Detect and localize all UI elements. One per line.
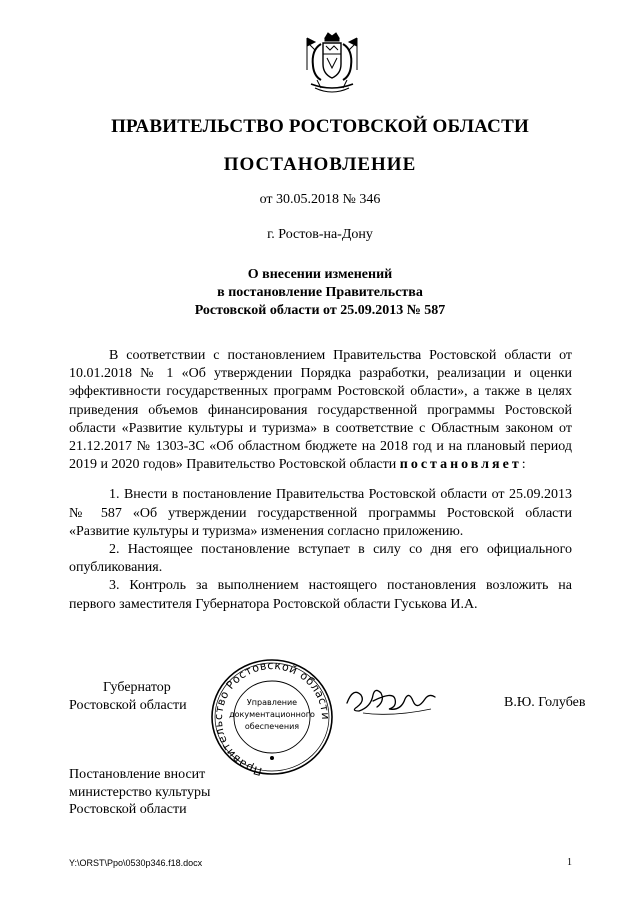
position-line-2: Ростовской области: [69, 698, 187, 713]
position-line-1: Губернатор: [103, 680, 171, 695]
note-line-2: министерство культуры: [69, 784, 211, 800]
government-title: ПРАВИТЕЛЬСТВО РОСТОВСКОЙ ОБЛАСТИ: [111, 116, 529, 137]
signatory-position: [69, 679, 187, 715]
file-path: Y:\ORST\Ppo\0530p346.f18.docx: [69, 858, 203, 868]
seal-star-icon: [270, 756, 274, 760]
subject-line-1: О внесении изменений: [247, 267, 393, 282]
subject-line-3: Ростовской области от 25.09.2013 № 587: [194, 303, 446, 318]
document-type: ПОСТАНОВЛЕНИЕ: [223, 154, 417, 175]
subject-line-2: в постановление Правительства: [217, 285, 423, 300]
handwritten-signature: [343, 681, 439, 721]
item-1: 1. Внести в постановление Правительства Ростовской области от 25.09.2013 № 587 «Об утверждении государственной программы Ростовской области «Развитие культуры и туризма» изменения согласно приложению.: [69, 487, 572, 539]
document-body: [69, 347, 572, 614]
preamble-text: В соответствии с постановлением Правительства Ростовской области от 10.01.2018 № 1 «Об утверждении Порядка разработки, реализации и оценки эффективности государственных программ Ростовской области», а также в целях приведения объемов финансирования государственной программы Ростовской области «Развитие культуры и туризма» в соответствие с Областным законом от 21.12.2017 № 1303-ЗС «Об областном бюджете на 2018 год и на плановый период 2019 и 2020 годов» Правительство Ростовской области: [69, 348, 572, 473]
seal-inner-line-3: обеспечения: [244, 722, 300, 731]
city: г. Ростов-на-Дону: [267, 227, 373, 242]
note-line-1: Постановление вносит: [69, 767, 206, 782]
item-2: 2. Настоящее постановление вступает в силу со дня его официального опубликования.: [69, 542, 572, 576]
seal-inner-line-2: документационного: [229, 710, 315, 719]
date-number: от 30.05.2018 № 346: [259, 192, 381, 207]
decree-colon: :: [521, 457, 526, 473]
seal-inner-line-1: Управление: [246, 698, 298, 707]
official-seal: [208, 655, 336, 777]
submission-note: [69, 766, 210, 819]
coat-of-arms-icon: [301, 30, 363, 98]
item-3: 3. Контроль за выполнением настоящего постановления возложить на первого заместителя Губернатора Ростовской области Гуськова И.А.: [69, 578, 572, 612]
subject-title: [0, 266, 640, 320]
decree-word: постановляет: [399, 457, 522, 473]
page-number: 1: [567, 857, 572, 868]
preamble-paragraph: [69, 347, 572, 474]
signer-name: В.Ю. Голубев: [504, 695, 586, 710]
seal-outer-text: Правительство Ростовской области: [211, 658, 333, 777]
note-line-3: Ростовской области: [69, 802, 187, 817]
paragraph-gap: [69, 474, 572, 486]
